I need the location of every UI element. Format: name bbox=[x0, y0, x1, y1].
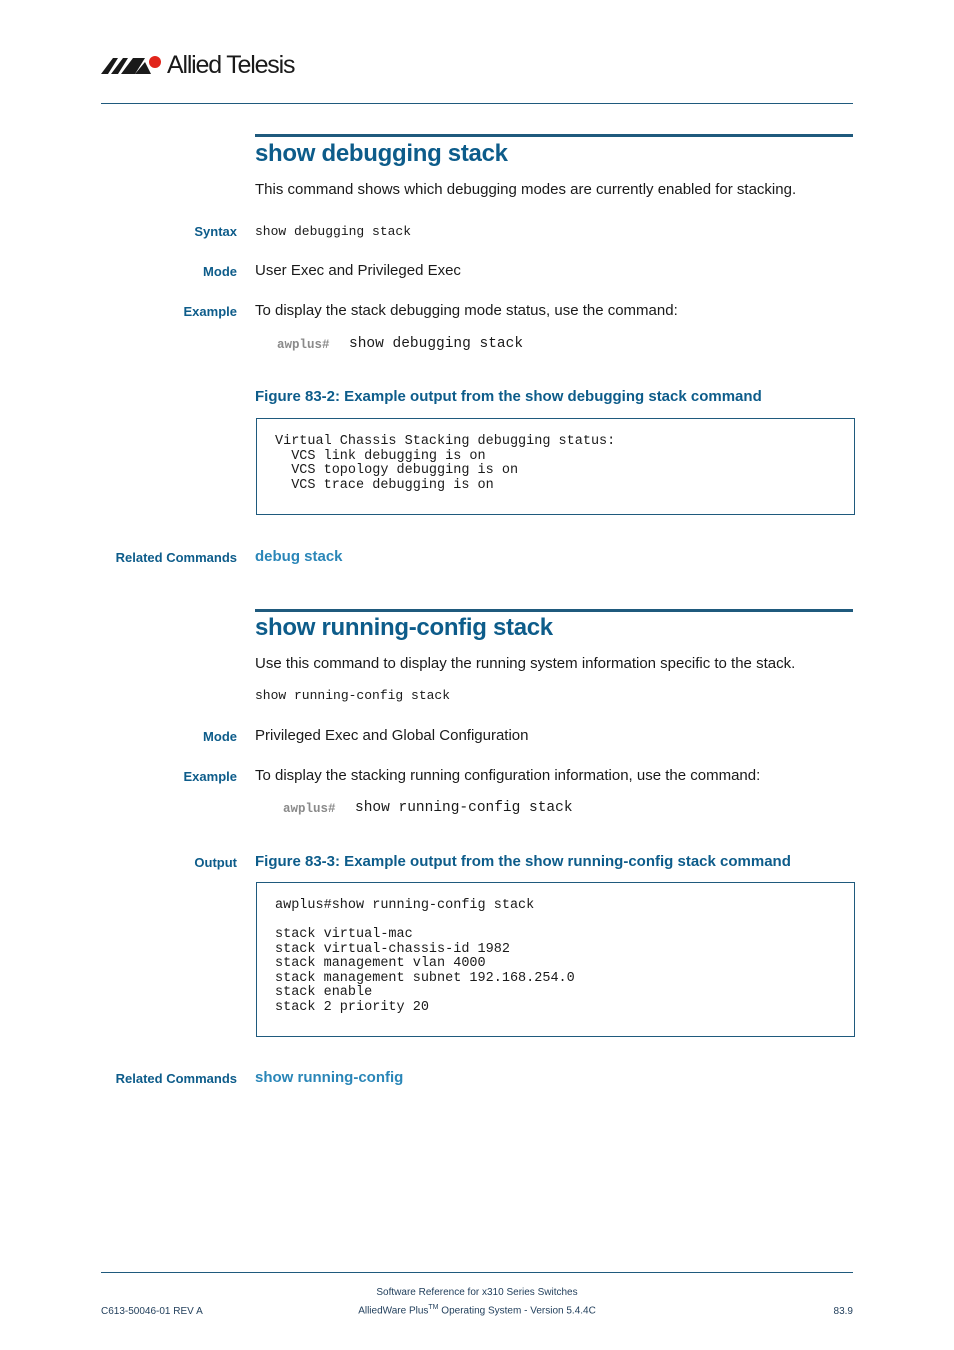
syntax-text: show running-config stack bbox=[255, 688, 451, 703]
brand-name: Allied Telesis bbox=[167, 51, 295, 79]
related-commands-label: Related Commands bbox=[115, 1071, 237, 1086]
section-title-rule bbox=[255, 609, 853, 612]
output-line: awplus#show running-config stack bbox=[275, 898, 535, 913]
output-line: stack virtual-chassis-id 1982 bbox=[275, 941, 510, 957]
output-label: Output bbox=[194, 855, 237, 870]
output-line: stack virtual-mac bbox=[275, 927, 413, 942]
footer-product-name: AlliedWare Plus bbox=[358, 1305, 429, 1317]
output-line: stack enable bbox=[275, 985, 373, 1000]
cli-prompt: awplus# bbox=[283, 802, 336, 816]
example-label: Example bbox=[183, 769, 237, 784]
command-description: This command shows which debugging modes are currently enabled for stacking. bbox=[255, 181, 797, 198]
output-line: VCS link debugging is on bbox=[275, 448, 486, 464]
mode-text: Privileged Exec and Global Configuration bbox=[255, 727, 529, 744]
allied-telesis-logo bbox=[101, 50, 294, 80]
related-commands-label: Related Commands bbox=[115, 550, 237, 565]
figure-caption: Figure 83-3: Example output from the show running-config stack command bbox=[255, 853, 791, 870]
cli-prompt: awplus# bbox=[277, 338, 330, 352]
trademark-mark: TM bbox=[428, 1304, 439, 1311]
footer-divider bbox=[101, 1272, 853, 1273]
mode-text: User Exec and Privileged Exec bbox=[255, 262, 461, 279]
figure-caption: Figure 83-2: Example output from the show debugging stack command bbox=[255, 388, 762, 405]
syntax-label: Syntax bbox=[194, 224, 237, 239]
example-text: To display the stack debugging mode status, use the command: bbox=[255, 302, 678, 319]
page-number: 83.9 bbox=[833, 1306, 853, 1317]
output-box bbox=[256, 418, 855, 515]
example-text: To display the stacking running configuration information, use the command: bbox=[255, 767, 761, 784]
output-line: VCS topology debugging is on bbox=[275, 463, 519, 478]
output-line: stack management vlan 4000 bbox=[275, 956, 486, 971]
example-label: Example bbox=[183, 304, 237, 319]
output-line bbox=[275, 914, 575, 929]
related-command-link[interactable]: show running-config bbox=[255, 1069, 404, 1086]
section-title: show debugging stack bbox=[255, 140, 508, 167]
output-line: Virtual Chassis Stacking debugging status: bbox=[275, 434, 616, 449]
command-description: Use this command to display the running system information specific to the stack. bbox=[255, 655, 796, 672]
output-line: stack 2 priority 20 bbox=[275, 999, 429, 1015]
related-command-link[interactable]: debug stack bbox=[255, 548, 343, 565]
output-line: stack management subnet 192.168.254.0 bbox=[275, 970, 575, 986]
output-line: VCS trace debugging is on bbox=[275, 477, 494, 493]
footer-os-version: Operating System - Version 5.4.4C bbox=[438, 1305, 596, 1317]
mode-label: Mode bbox=[203, 264, 237, 279]
cli-command: show debugging stack bbox=[349, 336, 524, 352]
mode-label: Mode bbox=[203, 729, 237, 744]
footer-doc-id: C613-50046-01 REV A bbox=[101, 1306, 203, 1317]
logo-mark-icon bbox=[101, 54, 163, 76]
output-box bbox=[256, 882, 855, 1037]
section-title-rule bbox=[255, 134, 853, 137]
cli-command: show running-config stack bbox=[355, 800, 573, 816]
section-title: show running-config stack bbox=[255, 614, 553, 641]
footer-title: Software Reference for x310 Series Switches bbox=[376, 1287, 578, 1298]
syntax-text: show debugging stack bbox=[255, 224, 412, 239]
header-divider bbox=[101, 103, 853, 104]
